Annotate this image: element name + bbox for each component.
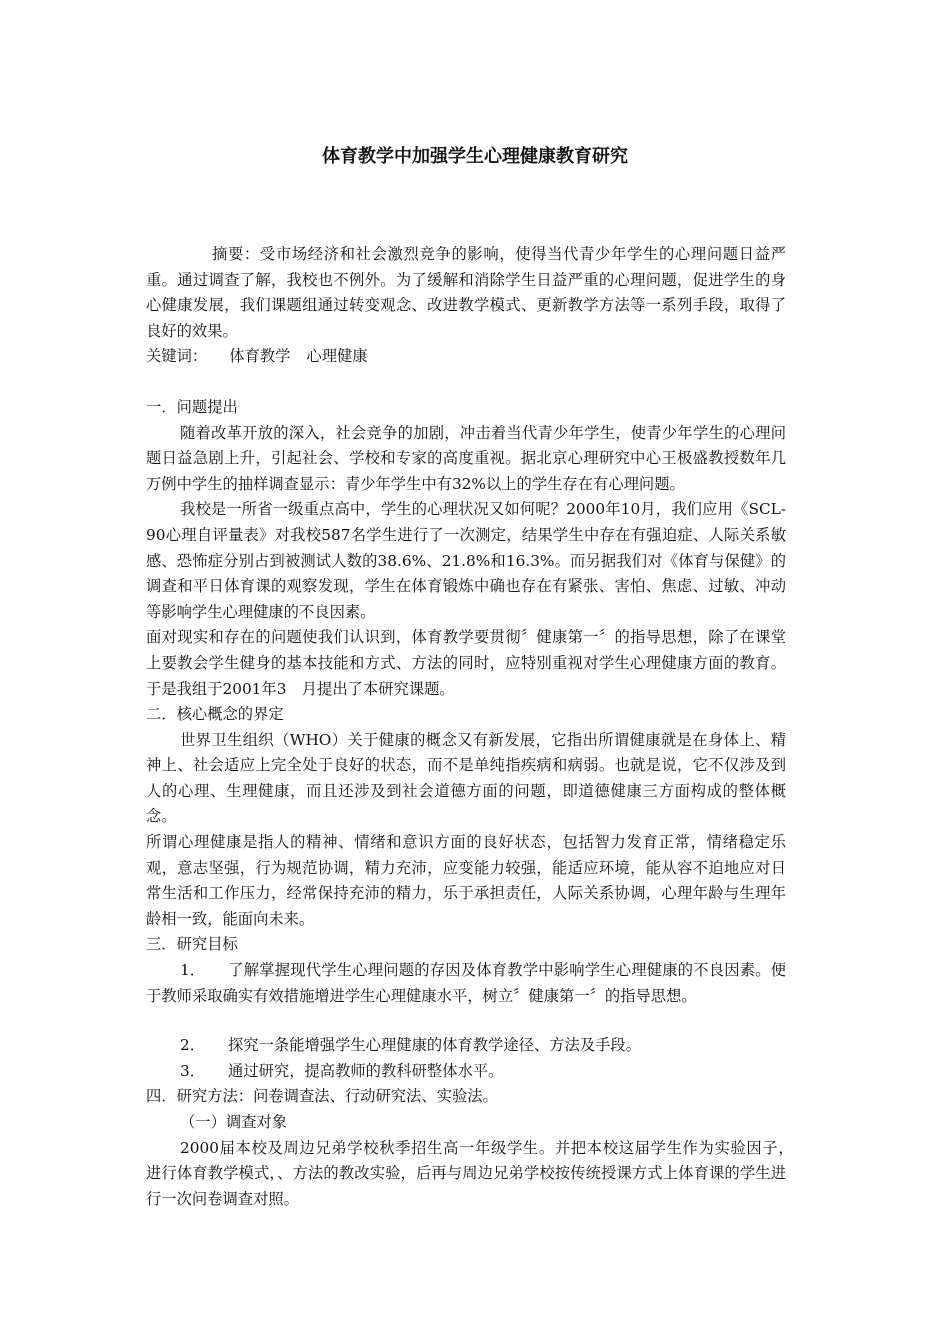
- document-body: [146, 242, 802, 1212]
- objective-number-2: 2．: [180, 1036, 206, 1055]
- objective-number-3: 3．: [180, 1061, 206, 1080]
- objective-text-2: 探究一条能增强学生心理健康的体育教学途径、方法及手段。: [228, 1036, 642, 1055]
- section-3-heading: 三．研究目标: [146, 935, 238, 954]
- section-2-paragraph-2: 所谓心理健康是指人的精神、情绪和意识方面的良好状态，包括智力发育正常，情绪稳定乐观，意志坚强，行为规范协调，精力充沛，应变能力较强，能适应环境，能从容不迫地应对日常生活和工作压力，经常保持充沛的精力，乐于承担责任，人际关系协调，心理年龄与生理年龄相一致，能面向未来。: [146, 833, 786, 928]
- section-4-paragraph-1: 2000届本校及周边兄弟学校秋季招生高一年级学生。并把本校这届学生作为实验因子， 进行体育教学模式，、方法的教改实验，后再与周边兄弟学校按传统授课方式上体育课的学生进行一次问卷调查对照。: [146, 1138, 802, 1208]
- keyword-2: 心理健康: [306, 347, 368, 366]
- objective-text-3: 通过研究，提高教师的教科研整体水平。: [228, 1061, 504, 1080]
- objective-item-1: [146, 958, 786, 1009]
- abstract-paragraph: 摘要：受市场经济和社会激烈竞争的影响，使得当代青少年学生的心理问题日益严重。通过调查了解，我校也不例外。为了缓解和消除学生日益严重的心理问题，促进学生的身心健康发展，我们课题组通过转变观念、改进教学模式、更新教学方法等一系列手段，取得了良好的效果。: [146, 245, 786, 340]
- objective-number-1: 1．: [180, 961, 206, 980]
- objective-item-3: [146, 1059, 786, 1085]
- section-1-paragraph-3: 面对现实和存在的问题使我们认识到，体育教学要贯彻〞健康第一〞的指导思想，除了在课堂上要教会学生健身的基本技能和方式、方法的同时，应特别重视对学生心理健康方面的教育。于是我组于2001年3 月提出了本研究课题。: [146, 628, 786, 698]
- section-1-paragraph-2: 我校是一所省一级重点高中，学生的心理状况又如何呢？2000年10月，我们应用《SCL-90心理自评量表》对我校587名学生进行了一次测定，结果学生中存在有强迫症、人际关系敏感、恐怖症分别占到被测试人数的38.6%、21.8%和16.3%。而另据我们对《体育与保健》的调查和平日体育课的观察发现，学生在体育锻炼中确也存在有紧张、害怕、焦虑、过敏、冲动等影响学生心理健康的不良因素。: [146, 500, 786, 621]
- objective-text-1: 了解掌握现代学生心理问题的存因及体育教学中影响学生心理健康的不良因素。便于教师采取确实有效措施增进学生心理健康水平，树立〞健康第一〞的指导思想。: [146, 961, 786, 1005]
- keyword-1: 体育教学: [229, 347, 291, 366]
- document-title: 体育教学中加强学生心理健康教育研究: [322, 146, 628, 167]
- section-2-paragraph-1: 世界卫生组织（WHO）关于健康的概念又有新发展，它指出所谓健康就是在身体上、精神上、社会适应上完全处于良好的状态，而不是单纯指疾病和病弱。也就是说，它不仅涉及到人的心理、生理健康，而且还涉及到社会道德方面的问题，即道德健康三方面构成的整体概念。: [146, 730, 786, 826]
- section-4-heading: 四．研究方法：问卷调查法、行动研究法、实验法。: [146, 1087, 498, 1106]
- section-4-subheading-1: （一）调查对象: [180, 1113, 288, 1131]
- keywords-label: 关键词：: [146, 347, 208, 366]
- keywords-line: [146, 344, 786, 370]
- section-2-heading: 二．核心概念的界定: [146, 705, 284, 724]
- section-1-paragraph-1: 随着改革开放的深入，社会竞争的加剧，冲击着当代青少年学生，使青少年学生的心理问题日益急剧上升，引起社会、学校和专家的高度重视。据北京心理研究中心王极盛教授数年几万例中学生的抽样调查显示：青少年学生中有32%以上的学生存在有心理问题。: [146, 423, 786, 493]
- section-1-heading: 一．问题提出: [146, 397, 238, 416]
- objective-item-2: [146, 1033, 786, 1059]
